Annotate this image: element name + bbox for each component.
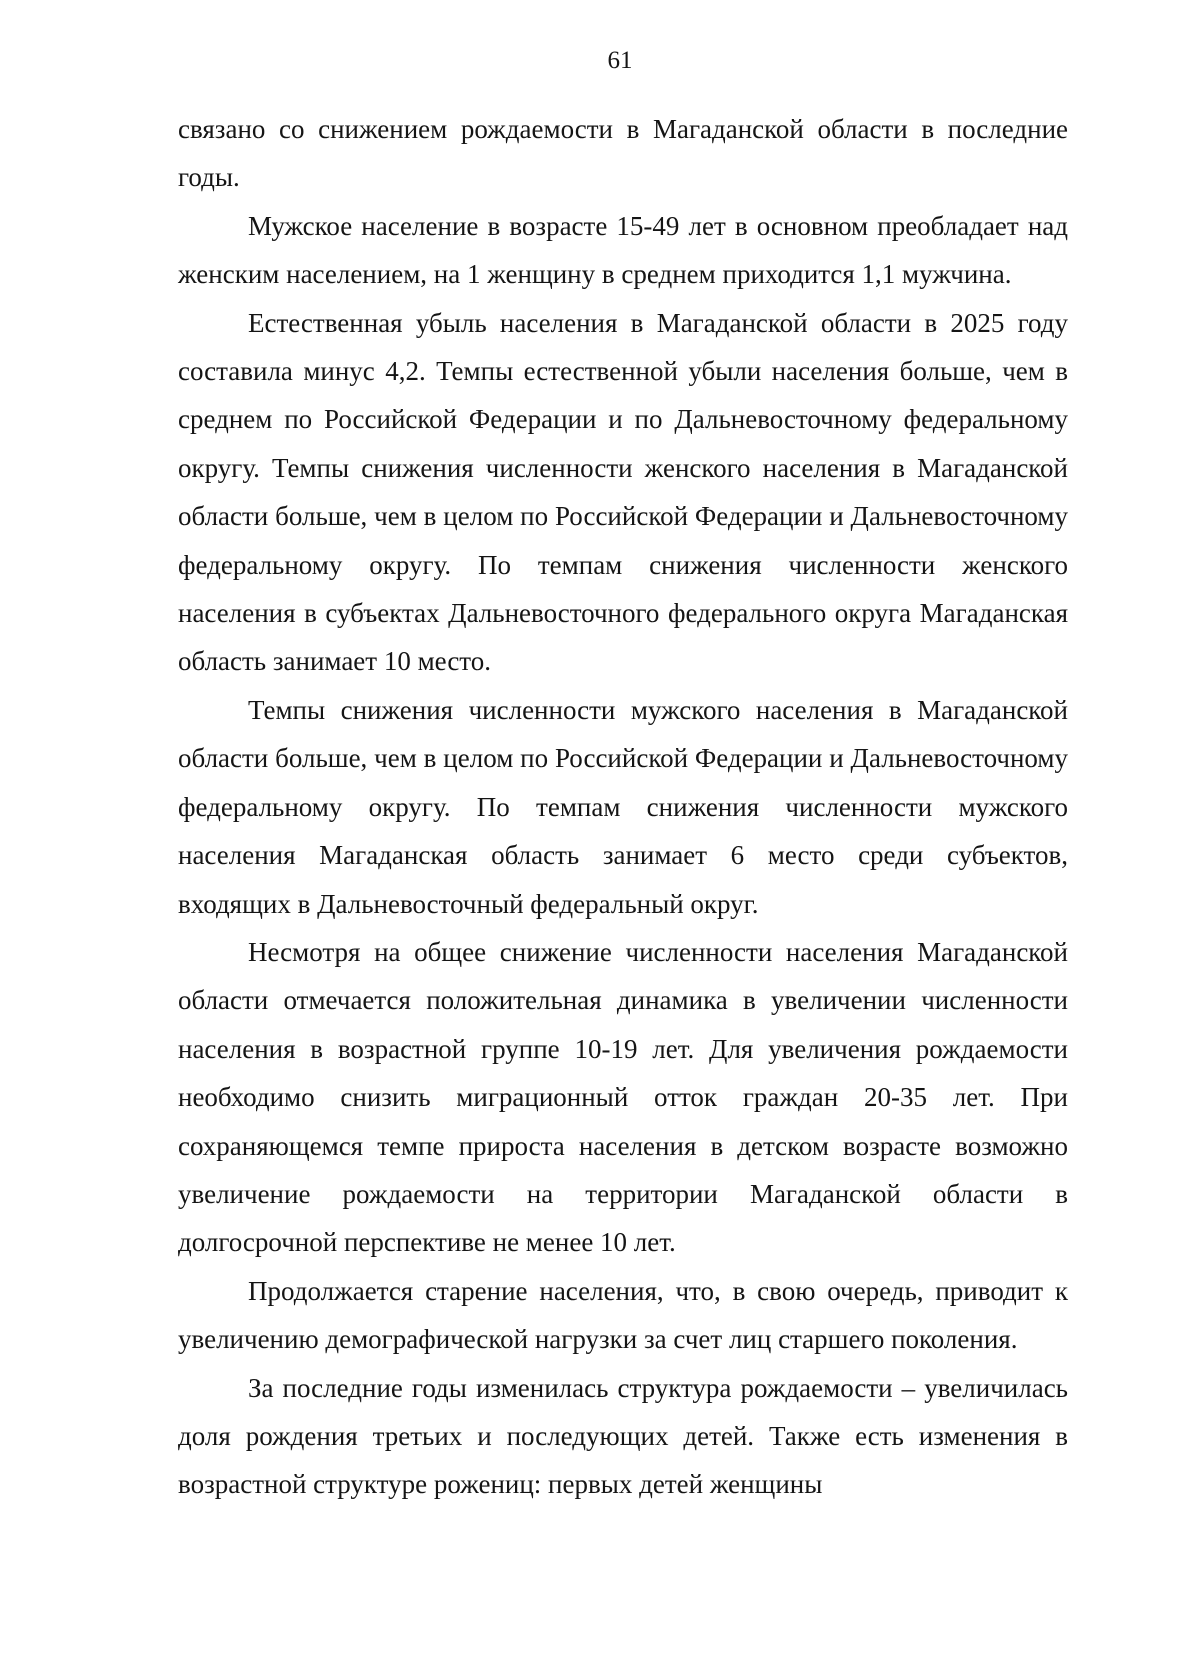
paragraph: Продолжается старение населения, что, в свою очередь, приводит к увеличению демографической нагрузки за счет лиц старшего поколения.: [178, 1275, 1068, 1355]
body-text: [178, 105, 1068, 1509]
paragraph: Несмотря на общее снижение численности населения Магаданской области отмечается положительная динамика в увеличении численности населения в возрастной группе 10-19 лет. Для увеличения рождаемости необходимо снизить миграционный отток граждан 20-35 лет. При сохраняющемся темпе прироста населения в детском возрасте возможно увеличение рождаемости на территории Магаданской области в долгосрочной перспективе не менее 10 лет.: [178, 936, 1068, 1258]
paragraph: Темпы снижения численности мужского населения в Магаданской области больше, чем в целом по Российской Федерации и Дальневосточному федеральному округу. По темпам снижения численности мужского населения Магаданская область занимает 6 место среди субъектов, входящих в Дальневосточный федеральный округ.: [178, 694, 1068, 919]
paragraph: связано со снижением рождаемости в Магаданской области в последние годы.: [178, 114, 1068, 193]
paragraph: Мужское население в возрасте 15-49 лет в основном преобладает над женским населением, на 1 женщину в среднем приходится 1,1 мужчина.: [178, 210, 1068, 290]
paragraph: Естественная убыль населения в Магаданской области в 2025 году составила минус 4,2. Темпы естественной убыли населения больше, чем в среднем по Российской Федерации и по Дальневосточному федеральному округу. Темпы снижения численности женского населения в Магаданской области больше, чем в целом по Российской Федерации и Дальневосточному федеральному округу. По темпам снижения численности женского населения в субъектах Дальневосточного федерального округа Магаданская область занимает 10 место.: [178, 307, 1068, 677]
paragraph: За последние годы изменилась структура рождаемости – увеличилась доля рождения третьих и последующих детей. Также есть изменения в возрастной структуре рожениц: первых детей женщины: [178, 1372, 1068, 1500]
page-number: 61: [607, 47, 633, 74]
